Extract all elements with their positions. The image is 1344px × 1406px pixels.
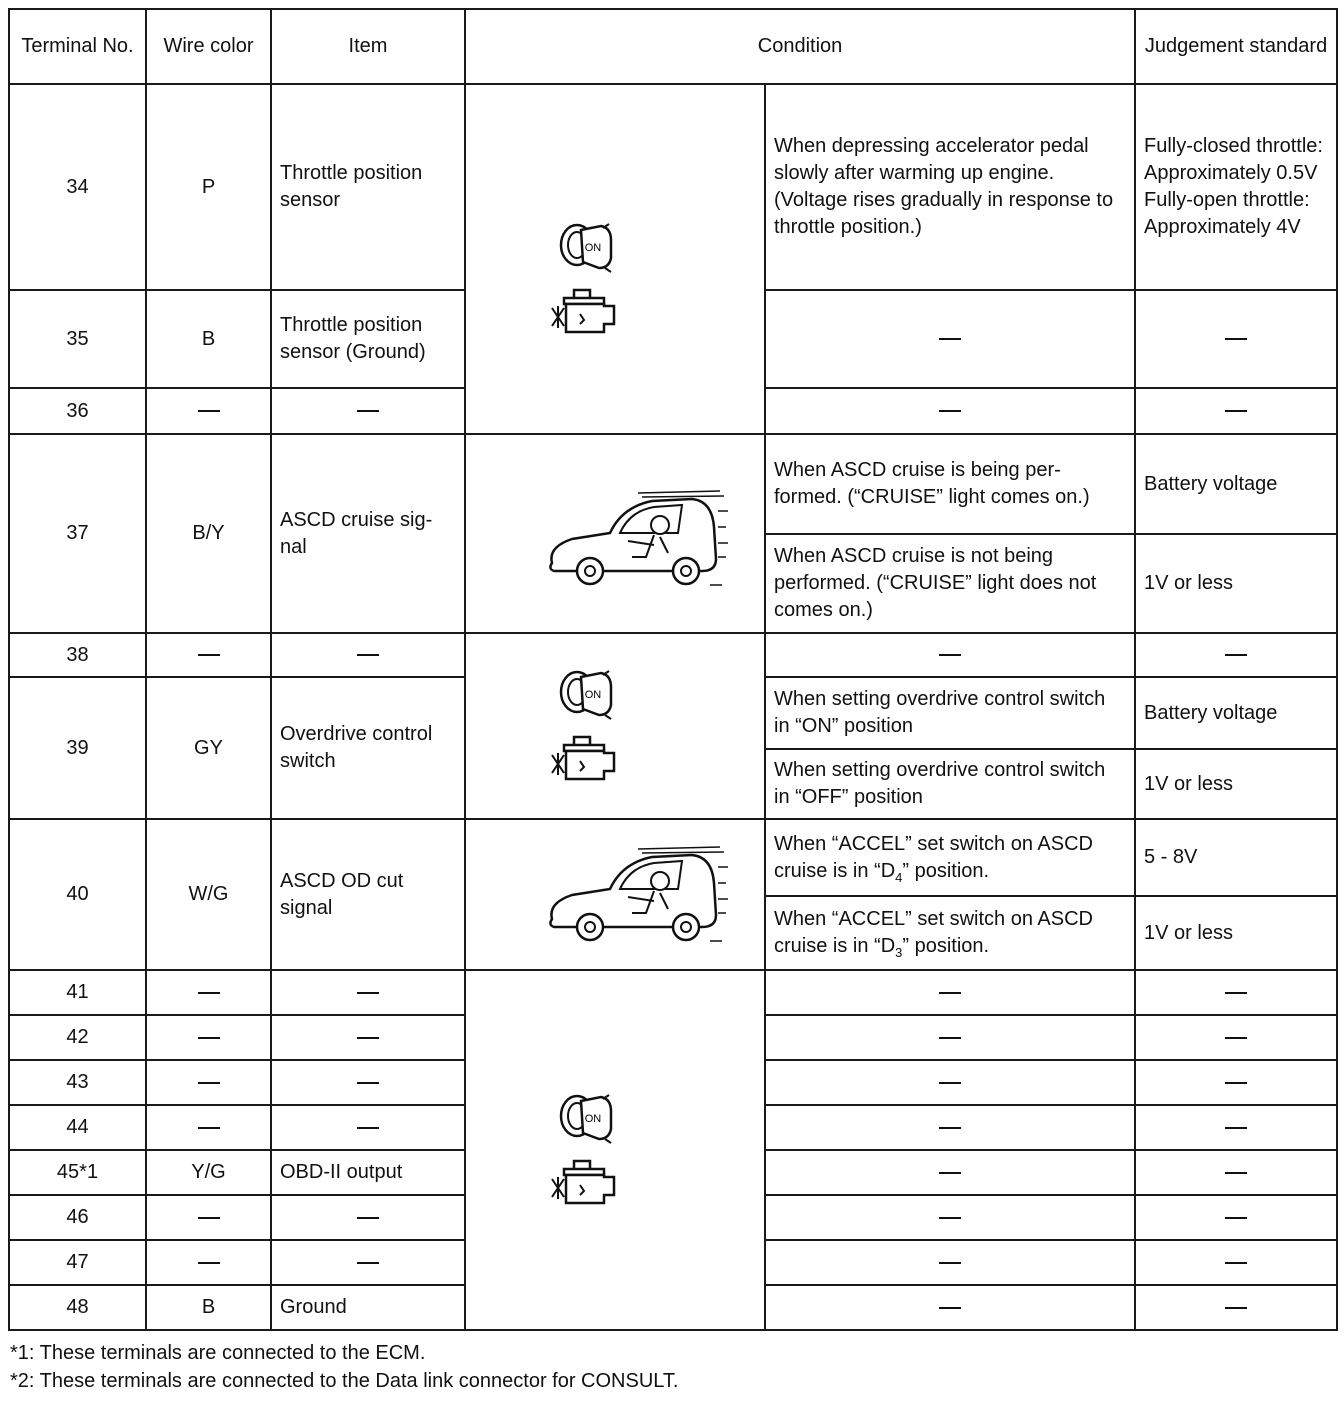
dash-mark [939, 1082, 961, 1084]
ignition-key-icon [555, 1089, 615, 1147]
judgement-cell: 1V or less [1135, 534, 1337, 633]
terminal-cell: 34 [9, 84, 146, 290]
wire-color-cell: P [146, 84, 271, 290]
header-row [9, 9, 1337, 84]
item-cell: Ground [271, 1285, 465, 1330]
engine-running-icon [550, 1155, 620, 1211]
dash-mark [939, 1307, 961, 1309]
wire-color-cell: W/G [146, 819, 271, 970]
ignition-key-icon [555, 665, 615, 723]
condition-cell [765, 1195, 1135, 1240]
dash-mark [357, 1262, 379, 1264]
wire-color-cell [146, 1240, 271, 1285]
dash-mark [357, 1037, 379, 1039]
judgement-cell [1135, 1015, 1337, 1060]
dash-mark [939, 654, 961, 656]
dash-mark [357, 1082, 379, 1084]
dash-mark [1225, 1082, 1247, 1084]
vehicle-driving-icon [542, 487, 732, 593]
dash-mark [1225, 410, 1247, 412]
dash-mark [198, 1037, 220, 1039]
dash-mark [939, 1037, 961, 1039]
header-judgement: Judgement standard [1135, 9, 1337, 84]
table-row [9, 84, 1337, 290]
condition-cell [765, 290, 1135, 388]
dash-mark [198, 1262, 220, 1264]
wire-color-cell [146, 388, 271, 434]
dash-mark [1225, 1172, 1247, 1174]
condition-icon-cell [465, 84, 765, 434]
condition-icon-cell [465, 970, 765, 1330]
wire-color-cell [146, 1195, 271, 1240]
item-cell [271, 970, 465, 1015]
dash-mark [198, 992, 220, 994]
condition-cell: When setting overdrive control switch in “ON” position [765, 677, 1135, 749]
terminal-cell: 48 [9, 1285, 146, 1330]
dash-mark [357, 992, 379, 994]
footnotes [8, 1339, 1336, 1395]
item-cell: Throttle position sensor [271, 84, 465, 290]
dash-mark [1225, 1217, 1247, 1219]
condition-cell: When ASCD cruise is not being performed. (“CRUISE” light does not comes on.) [765, 534, 1135, 633]
wire-color-cell: B [146, 1285, 271, 1330]
item-cell [271, 1240, 465, 1285]
terminal-cell: 47 [9, 1240, 146, 1285]
ecm-terminal-table [8, 8, 1338, 1331]
wire-color-cell [146, 1015, 271, 1060]
dash-mark [198, 410, 220, 412]
judgement-cell: Battery voltage [1135, 434, 1337, 534]
judgement-cell [1135, 1195, 1337, 1240]
header-terminal: Terminal No. [9, 9, 146, 84]
condition-cell [765, 1285, 1135, 1330]
dash-mark [1225, 992, 1247, 994]
item-cell: Throttle position sensor (Ground) [271, 290, 465, 388]
dash-mark [1225, 1262, 1247, 1264]
condition-cell [765, 388, 1135, 434]
item-cell [271, 1060, 465, 1105]
ignition-key-icon [555, 218, 615, 276]
judgement-cell: Fully-closed throttle: Approximately 0.5V Fully-open throttle: Approximately 4V [1135, 84, 1337, 290]
table-row [9, 633, 1337, 677]
vehicle-driving-icon [542, 843, 732, 949]
item-cell [271, 1015, 465, 1060]
terminal-cell: 41 [9, 970, 146, 1015]
item-cell [271, 1195, 465, 1240]
condition-cell [765, 1240, 1135, 1285]
condition-icon-cell [465, 633, 765, 819]
dash-mark [1225, 1307, 1247, 1309]
dash-mark [1225, 1127, 1247, 1129]
dash-mark [357, 654, 379, 656]
terminal-cell: 46 [9, 1195, 146, 1240]
dash-mark [198, 1217, 220, 1219]
judgement-cell [1135, 1240, 1337, 1285]
dash-mark [198, 1127, 220, 1129]
dash-mark [357, 1217, 379, 1219]
terminal-cell: 39 [9, 677, 146, 819]
dash-mark [198, 654, 220, 656]
dash-mark [1225, 338, 1247, 340]
gear-subscript: 4 [895, 869, 903, 885]
footnote-2: *2: These terminals are connected to the Data link connector for CONSULT. [10, 1370, 679, 1392]
dash-mark [939, 410, 961, 412]
condition-cell [765, 1060, 1135, 1105]
condition-cell: When depressing accelerator pedal slowly after warming up engine. (Voltage rises gradually in response to throttle position.) [765, 84, 1135, 290]
judgement-cell [1135, 633, 1337, 677]
engine-running-icon [550, 284, 620, 340]
table-row [9, 970, 1337, 1015]
dash-mark [1225, 654, 1247, 656]
gear-subscript: 3 [895, 945, 903, 960]
judgement-cell: 1V or less [1135, 896, 1337, 970]
svg-text:ON: ON [584, 242, 602, 254]
judgement-cell [1135, 290, 1337, 388]
table-row [9, 434, 1337, 534]
item-cell: OBD-II output [271, 1150, 465, 1195]
condition-cell [765, 896, 1135, 970]
wire-color-cell: GY [146, 677, 271, 819]
judgement-cell: 5 - 8V [1135, 819, 1337, 896]
judgement-cell [1135, 1285, 1337, 1330]
wire-color-cell: B [146, 290, 271, 388]
terminal-cell: 45*1 [9, 1150, 146, 1195]
terminal-cell: 44 [9, 1105, 146, 1150]
condition-text-end: ” position. [902, 935, 990, 957]
terminal-cell: 38 [9, 633, 146, 677]
item-cell [271, 388, 465, 434]
engine-running-icon [550, 731, 620, 787]
dash-mark [939, 1217, 961, 1219]
svg-text:ON: ON [584, 1113, 602, 1125]
item-cell: ASCD OD cut signal [271, 819, 465, 970]
dash-mark [357, 410, 379, 412]
terminal-cell: 37 [9, 434, 146, 633]
judgement-cell [1135, 1105, 1337, 1150]
condition-cell: When setting overdrive control switch in “OFF” position [765, 749, 1135, 819]
wire-color-cell: B/Y [146, 434, 271, 633]
condition-cell [765, 1015, 1135, 1060]
dash-mark [1225, 1037, 1247, 1039]
dash-mark [939, 992, 961, 994]
judgement-cell [1135, 1060, 1337, 1105]
dash-mark [939, 338, 961, 340]
dash-mark [939, 1262, 961, 1264]
condition-cell [765, 970, 1135, 1015]
condition-cell [765, 819, 1135, 896]
terminal-cell: 40 [9, 819, 146, 970]
header-wire-color: Wire color [146, 9, 271, 84]
svg-text:ON: ON [584, 689, 602, 701]
judgement-cell: 1V or less [1135, 749, 1337, 819]
wire-color-cell [146, 633, 271, 677]
footnote-1: *1: These terminals are connected to the ECM. [10, 1342, 426, 1364]
condition-text: When “ACCEL” set switch on ASCD cruise is in “D [774, 908, 1093, 957]
dash-mark [939, 1172, 961, 1174]
judgement-cell: Battery voltage [1135, 677, 1337, 749]
dash-mark [939, 1127, 961, 1129]
header-item: Item [271, 9, 465, 84]
judgement-cell [1135, 1150, 1337, 1195]
wiring-table-page [8, 8, 1336, 1395]
item-cell [271, 1105, 465, 1150]
condition-text-end: ” position. [902, 859, 990, 882]
condition-cell [765, 1105, 1135, 1150]
header-condition: Condition [465, 9, 1135, 84]
dash-mark [198, 1082, 220, 1084]
condition-text: When “ACCEL” set switch on ASCD cruise is in “D [774, 832, 1093, 882]
item-cell: ASCD cruise sig-nal [271, 434, 465, 633]
table-row [9, 819, 1337, 896]
dash-mark [357, 1127, 379, 1129]
condition-cell: When ASCD cruise is being per-formed. (“CRUISE” light comes on.) [765, 434, 1135, 534]
terminal-cell: 35 [9, 290, 146, 388]
item-cell [271, 633, 465, 677]
item-cell: Overdrive control switch [271, 677, 465, 819]
condition-cell [765, 1150, 1135, 1195]
judgement-cell [1135, 388, 1337, 434]
condition-icon-cell [465, 819, 765, 970]
terminal-cell: 36 [9, 388, 146, 434]
wire-color-cell: Y/G [146, 1150, 271, 1195]
terminal-cell: 43 [9, 1060, 146, 1105]
wire-color-cell [146, 1060, 271, 1105]
condition-cell [765, 633, 1135, 677]
condition-icon-cell [465, 434, 765, 633]
wire-color-cell [146, 970, 271, 1015]
wire-color-cell [146, 1105, 271, 1150]
judgement-cell [1135, 970, 1337, 1015]
terminal-cell: 42 [9, 1015, 146, 1060]
